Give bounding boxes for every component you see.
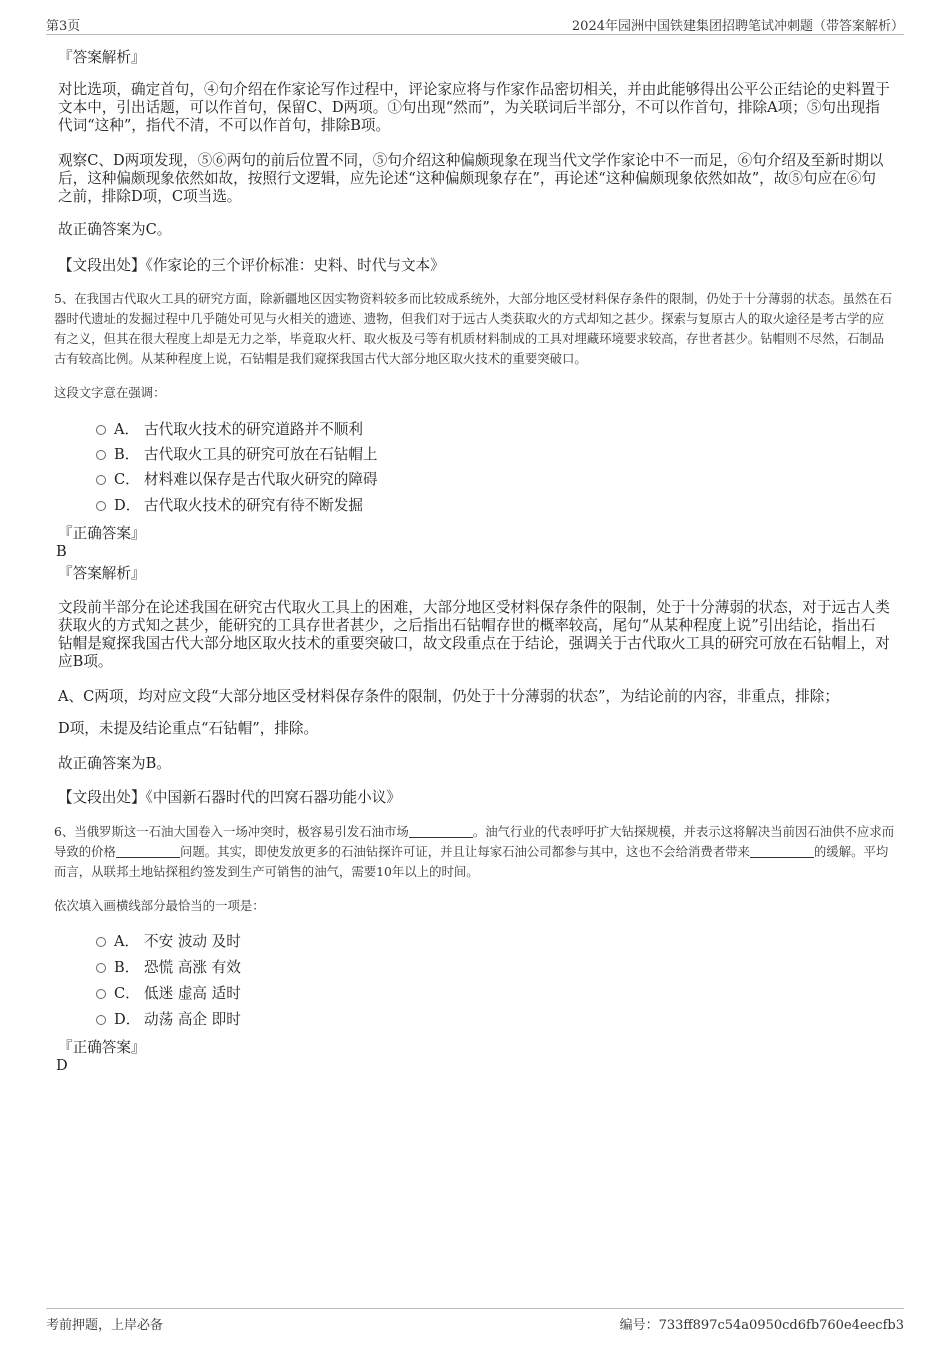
option-letter: C． <box>114 985 140 1002</box>
document-title: 2024年园洲中国铁建集团招聘笔试冲刺题（带答案解析） <box>571 19 904 34</box>
q4-analysis-p3: 故正确答案为C。 <box>58 221 172 238</box>
option-text: 材料难以保存是古代取火研究的障碍 <box>144 471 378 488</box>
q5-stem: 5、在我国古代取火工具的研究方面，除新疆地区因实物资料较多而比较成系统外，大部分地区受材料保存条件的限制，仍处于十分薄弱的状态。虽然在石器时代遗址的发掘过程中几乎随处可见与火相关的遗迹、遗物，但我们对于远古人类获取火的方式却知之甚少。探索与复原古人的取火途径是考古学的应有之义，但其在很大程度上却是无力之举，毕竟取火杆、取火板及弓等有机质材料制成的工具对埋藏环境要求较高，存世者甚少。钻帽则不尽然，石制品古有较高比例。从某种程度上说，石钻帽是我们窥探我国古代大部分地区取火技术的重要突破口。 <box>54 291 893 366</box>
q6-option-d[interactable] <box>96 1011 241 1029</box>
q5-analysis-p4: 故正确答案为B。 <box>58 755 171 772</box>
q5-option-c[interactable] <box>96 471 378 489</box>
radio-icon[interactable] <box>96 937 106 947</box>
blank-1 <box>409 825 473 838</box>
q6-question: 依次填入画横线部分最恰当的一项是： <box>54 898 265 913</box>
q5-analysis-label: 『答案解析』 <box>58 565 146 582</box>
option-letter: A． <box>114 933 140 950</box>
option-letter: D． <box>114 1011 141 1028</box>
option-text: 古代取火技术的研究有待不断发掘 <box>144 497 363 514</box>
q5-analysis-p1: 文段前半部分在论述我国在研究古代取火工具上的困难，大部分地区受材料保存条件的限制，处于十分薄弱的状态，对于远古人类获取火的方式知之甚少，能研究的工具存世者甚少，之后指出石钻帽存世的概率较高，尾句“从某种程度上说”引出结论，指出石钻帽是窥探我国古代大部分地区取火技术的重要突破口，故文段重点在于结论，强调关于古代取火工具的研究可放在石钻帽上，对应B项。 <box>58 599 890 670</box>
q4-source: 【文段出处】《作家论的三个评价标准：史料、时代与文本》 <box>58 257 445 274</box>
document-id: 编号：733ff897c54a0950cd6fb760e4eecfb3 <box>619 1318 904 1333</box>
q5-question: 这段文字意在强调： <box>54 385 166 400</box>
q5-source: 【文段出处】《中国新石器时代的凹窝石器功能小议》 <box>58 789 401 806</box>
option-text: 不安 波动 及时 <box>144 933 241 950</box>
radio-icon[interactable] <box>96 475 106 485</box>
option-letter: A． <box>114 421 140 438</box>
radio-icon[interactable] <box>96 425 106 435</box>
option-letter: B． <box>114 446 140 463</box>
page-header <box>46 14 904 35</box>
option-text: 低迷 虚高 适时 <box>144 985 241 1002</box>
radio-icon[interactable] <box>96 989 106 999</box>
blank-3 <box>750 845 814 858</box>
q6-answer-label: 『正确答案』 <box>58 1039 146 1056</box>
page-number: 第3页 <box>46 19 81 34</box>
q6-answer: D <box>56 1057 68 1074</box>
q5-option-a[interactable] <box>96 421 363 439</box>
option-text: 恐慌 高涨 有效 <box>144 959 241 976</box>
q4-analysis-p1: 对比选项，确定首句，④句介绍在作家论写作过程中，评论家应将与作家作品密切相关，并由此能够得出公平公正结论的史料置于文本中，引出话题，可以作首句，保留C、D两项。①句出现“然而”，为关联词后半部分，不可以作首句，排除A项；⑤句出现指代词“这种”，指代不清，不可以作首句，排除B项。 <box>58 81 890 134</box>
q5-analysis-p2: A、C两项，均对应文段“大部分地区受材料保存条件的限制，仍处于十分薄弱的状态”，为结论前的内容，非重点，排除； <box>58 688 839 705</box>
blank-2 <box>116 845 180 858</box>
option-text: 古代取火工具的研究可放在石钻帽上 <box>144 446 378 463</box>
radio-icon[interactable] <box>96 1015 106 1025</box>
radio-icon[interactable] <box>96 963 106 973</box>
option-text: 动荡 高企 即时 <box>144 1011 241 1028</box>
q6-option-c[interactable] <box>96 985 241 1003</box>
option-letter: D． <box>114 497 141 514</box>
q6-option-a[interactable] <box>96 933 241 951</box>
q5-answer: B <box>56 543 67 560</box>
q6-stem: 6、当俄罗斯这一石油大国卷入一场冲突时，极容易引发石油市场 。油气行业的代表呼吁扩大钻探规模，并表示这将解决当前因石油供不应求而导致的价格 问题。其实，即使发放更多的石油钻探许可证，并且让每家石油公司都参与其中，这也不会给消费者带来 的缓解。平均而言，从联邦土地钻探租约签发到生产可销售的油气，需要10年以上的时间。 <box>54 824 895 879</box>
q5-analysis-p3: D项，未提及结论重点“石钻帽”，排除。 <box>58 720 319 737</box>
q4-analysis-p2: 观察C、D两项发现，⑤⑥两句的前后位置不同，⑤句介绍这种偏颇现象在现当代文学作家论中不一而足，⑥句介绍及至新时期以后，这种偏颇现象依然如故，按照行文逻辑，应先论述“这种偏颇现象存在”，再论述“这种偏颇现象依然如故”，故⑤句应在⑥句之前，排除D项，C项当选。 <box>58 152 884 205</box>
q4-analysis-label: 『答案解析』 <box>58 49 146 66</box>
radio-icon[interactable] <box>96 501 106 511</box>
option-letter: C． <box>114 471 140 488</box>
option-text: 古代取火技术的研究道路并不顺利 <box>144 421 363 438</box>
radio-icon[interactable] <box>96 450 106 460</box>
q5-option-d[interactable] <box>96 497 363 515</box>
footer-slogan: 考前押题，上岸必备 <box>46 1318 164 1333</box>
option-letter: B． <box>114 959 140 976</box>
q5-answer-label: 『正确答案』 <box>58 525 146 542</box>
q5-option-b[interactable] <box>96 446 378 464</box>
q6-option-b[interactable] <box>96 959 241 977</box>
page-footer <box>46 1308 904 1333</box>
